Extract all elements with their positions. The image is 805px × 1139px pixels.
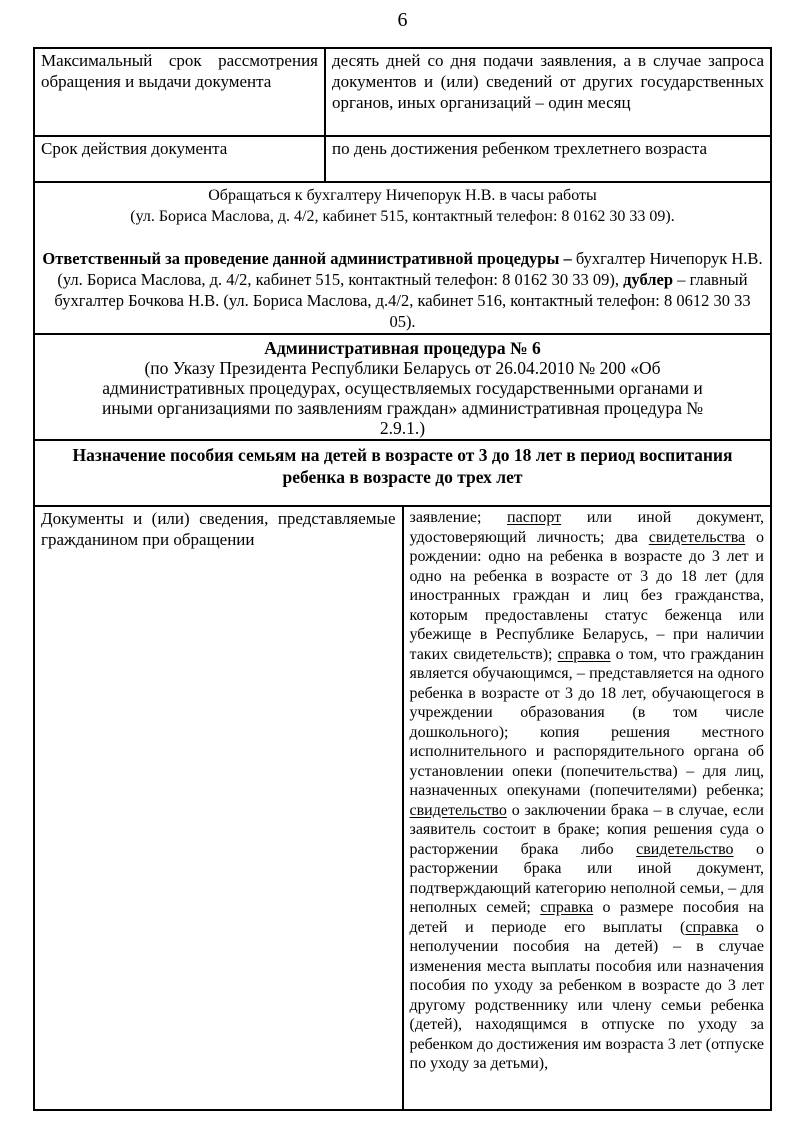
page-number: 6 (397, 9, 408, 31)
documents-label-cell: Документы и (или) сведения, представляемые гражданином при обращении (34, 506, 403, 1110)
validity-label-cell: Срок действия документа (34, 136, 325, 182)
documents-text-cell: заявление; паспорт или иной документ, удостоверяющий личность; два свидетельства о рождении: одно на ребенка в возрасте до 3 лет и одно на ребенка в возрасте от 3 до 18 лет (для иностранных граждан и лиц без гражданства, которым предоставлены статус беженца или убежище в Республике Беларусь, – при наличии таких свидетельств); справка о том, что гражданин является обучающимся, – представляется на одного ребенка в возрасте от 3 до 18 лет, обучающегося в учреждении образования (в том числе дошкольного); копия решения местного исполнительного и распорядительного органа об установлении опеки (попечительства) – для лиц, назначенных опекунами (попечителями) ребенка; свидетельство о заключении брака – в случае, если заявитель состоит в браке; копия решения суда о расторжении брака либо свидетельство о расторжении брака или иной документ, подтверждающий категорию неполной семьи, – для неполных семей; справка о размере пособия на детей и периоде его выплаты (справка о неполучении пособия на детей) – в случае изменения места выплаты пособия или назначения пособия по уходу за ребенком в возрасте до 3 лет другому родственнику или члену семьи ребенка (детей), находящимся в отпуске по уходу за ребенком до достижения им возраста 3 лет (отпуске по уходу за детьми), (403, 506, 772, 1110)
contact-line-1: Обращаться к бухгалтеру Ничепорук Н.В. в часы работы (208, 187, 597, 204)
table-row (34, 182, 771, 334)
contact-note-cell (34, 182, 771, 334)
procedure-subtitle: (по Указу Президента Республики Беларусь от 26.04.2010 № 200 «Об административных процедурах, осуществляемых государственными органами и иными организациями по заявлениям граждан» административная процедура № 2.9.1.) (101, 358, 704, 438)
responsible-note: Ответственный за проведение данной административной процедуры – бухгалтер Ничепорук Н.В. (ул. Бориса Маслова, д. 4/2, кабинет 515, контактный телефон: 8 0162 30 33 09), дублер – главный бухгалтер Бочкова Н.В. (ул. Бориса Маслова, д.4/2, кабинет 516, контактный телефон: 8 0612 30 33 05). (42, 249, 763, 331)
table-row (34, 136, 771, 182)
max-term-value-cell: десять дней со дня подачи заявления, а в случае запроса документов и (или) сведений от других государственных органов, иных организаций – один месяц (325, 48, 771, 136)
table-row (34, 506, 771, 1110)
procedure-table (33, 333, 772, 1111)
procedure-title: Административная процедура № 6 (264, 338, 541, 358)
summary-table (33, 47, 772, 335)
procedure-name-cell (34, 440, 771, 506)
procedure-name: Назначение пособия семьям на детей в возрасте от 3 до 18 лет в период воспитания ребенка в возрасте до трех лет (72, 445, 733, 487)
validity-value-cell: по день достижения ребенком трехлетнего возраста (325, 136, 771, 182)
procedure-header-cell (34, 334, 771, 440)
max-term-label-cell: Максимальный срок рассмотрения обращения и выдачи документа (34, 48, 325, 136)
table-row (34, 440, 771, 506)
contact-line-2: (ул. Бориса Маслова, д. 4/2, кабинет 515, контактный телефон: 8 0162 30 33 09). (130, 208, 675, 225)
table-row (34, 48, 771, 136)
contact-spacer (41, 227, 764, 248)
table-row (34, 334, 771, 440)
